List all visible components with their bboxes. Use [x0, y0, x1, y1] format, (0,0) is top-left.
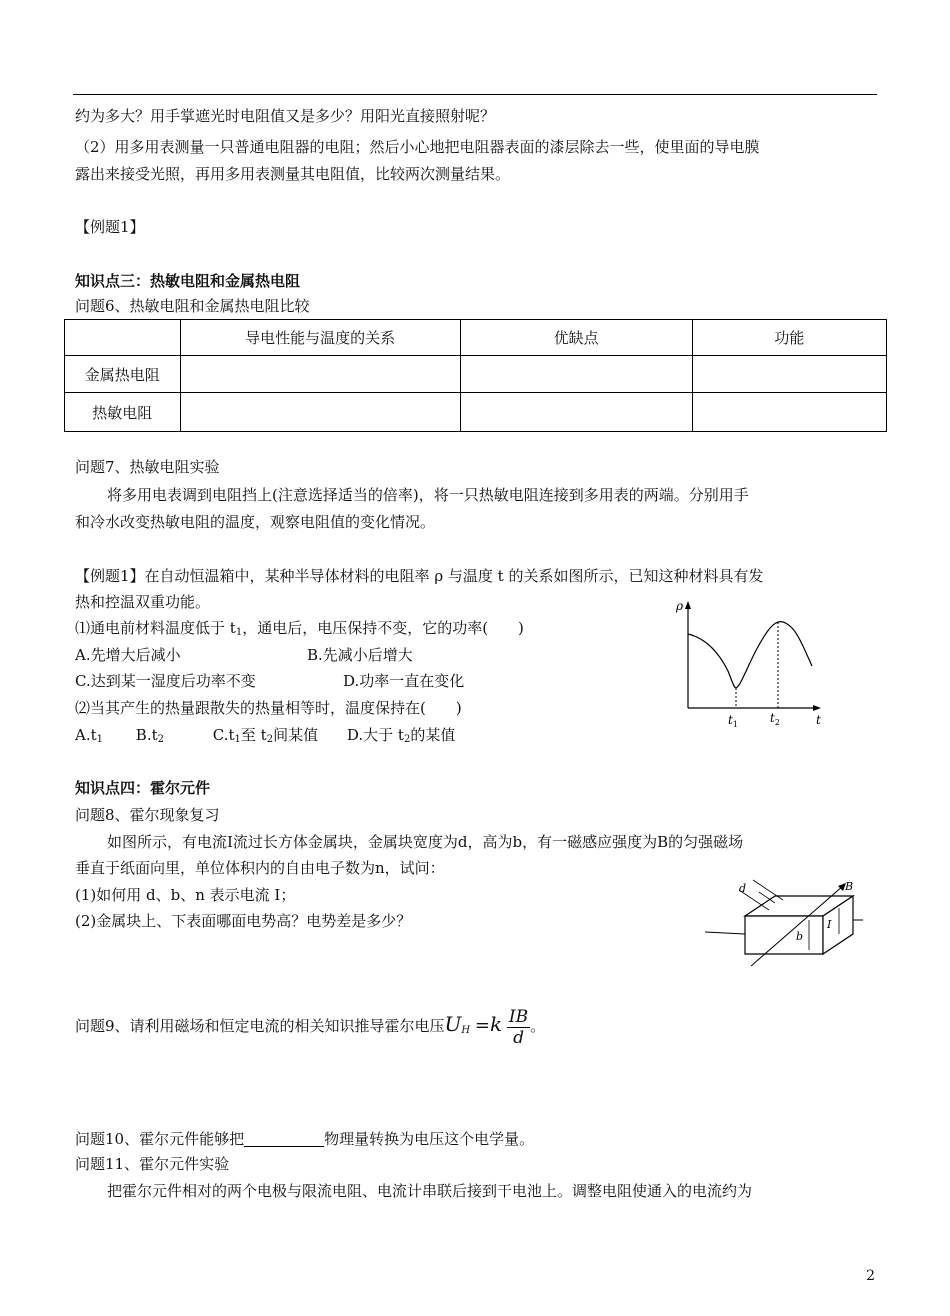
table-row	[65, 356, 887, 393]
question-10: 问题10、霍尔元件能够把 物理量转换为电压这个电学量。	[75, 1130, 535, 1148]
text-line: 垂直于纸面向里，单位体积内的自由电子数为n，试问：	[75, 859, 445, 877]
table-cell	[692, 393, 886, 432]
text-line: （2）用多用表测量一只普通电阻器的电阻；然后小心地把电阻器表面的漆层除去一些，使里面的导电膜	[75, 138, 760, 156]
question-8: 问题8、霍尔现象复习	[75, 806, 220, 824]
table-cell: 金属热电阻	[65, 356, 181, 393]
header-rule	[73, 94, 877, 95]
table-cell	[180, 393, 460, 432]
text-line: ⑴通电前材料温度低于 $t_1$，通电后，电压保持不变，它的功率( )	[75, 619, 524, 638]
label-b-field: B	[845, 880, 854, 893]
table-cell	[692, 356, 886, 393]
table-cell	[460, 393, 692, 432]
question-7: 问题7、热敏电阻实验	[75, 458, 220, 476]
example-heading: 【例题1】	[75, 218, 145, 236]
label-i: I	[827, 918, 832, 931]
example-1-text: 【例题1】在自动恒温箱中，某种半导体材料的电阻率 ρ 与温度 t 的关系如图所示，已知这种材料具有发	[75, 567, 764, 585]
label-b: b	[796, 930, 804, 943]
text-line: (2)金属块上、下表面哪面电势高？电势差是多少？	[75, 912, 412, 930]
text-line: 约为多大？用手掌遮光时电阻值又是多少？用阳光直接照射呢？	[75, 107, 496, 125]
text-line: 露出来接受光照，再用多用表测量其电阻值，比较两次测量结果。	[75, 165, 511, 183]
table-cell: 热敏电阻	[65, 393, 181, 432]
page-number: 2	[866, 1268, 875, 1284]
question-6: 问题6、热敏电阻和金属热电阻比较	[75, 297, 310, 315]
text-line: 把霍尔元件相对的两个电极与限流电阻、电流计串联后接到干电池上。调整电阻使通入的电流约为	[107, 1182, 753, 1200]
table-cell	[460, 356, 692, 393]
table-cell: 功能	[692, 320, 886, 356]
resistivity-temperature-graph	[670, 596, 840, 734]
formula-u: U	[444, 1012, 462, 1036]
text-line: ⑵当其产生的热量跟散失的热量相等时，温度保持在( )	[75, 699, 462, 717]
option-b: B.先减小后增大	[307, 646, 413, 664]
option-c: C.达到某一湿度后功率不变	[75, 672, 256, 690]
table-header-row	[65, 320, 887, 356]
choice-options: $A.t_1$ $B.t_2$ $C.t_1$至 $t_2$间某值 D.大于 $t_2$的某值	[75, 726, 456, 745]
question-11: 问题11、霍尔元件实验	[75, 1155, 230, 1173]
text-line: 将多用电表调到电阻挡上(注意选择适当的倍率)，将一只热敏电阻连接到多用表的两端。分别用手	[107, 486, 749, 504]
graph-t1-label: $t_1$	[728, 713, 738, 729]
formula-fraction: $\frac{IB}{d}$	[508, 1006, 529, 1048]
table-cell: 导电性能与温度的关系	[180, 320, 460, 356]
table-cell: 优缺点	[460, 320, 692, 356]
table-row	[65, 393, 887, 432]
hall-element-figure	[703, 878, 868, 970]
option-a: A.先增大后减小	[75, 646, 181, 664]
knowledge-point-4: 知识点四：霍尔元件	[75, 779, 211, 797]
option-d: D.功率一直在变化	[343, 672, 465, 690]
table-cell	[180, 356, 460, 393]
text-line: 如图所示，有电流Ⅰ流过长方体金属块，金属块宽度为d，高为b，有一磁感应强度为B的匀强磁场	[107, 833, 744, 851]
fill-blank[interactable]	[244, 1130, 324, 1147]
text-line: 和冷水改变热敏电阻的温度，观察电阻值的变化情况。	[75, 513, 436, 531]
comparison-table	[64, 319, 887, 432]
knowledge-point-3: 知识点三：热敏电阻和金属热电阻	[75, 272, 301, 290]
table-cell	[65, 320, 181, 356]
text-line: 热和控温双重功能。	[75, 593, 211, 611]
question-9: 问题9、请利用磁场和恒定电流的相关知识推导霍尔电压$U_H =k$ $\frac{IB}{d}$ 。	[75, 1006, 546, 1048]
graph-t2-label: $t_2$	[770, 711, 780, 727]
text-line: (1)如何用 d、b、n 表示电流 I；	[75, 886, 296, 904]
label-d: d	[739, 882, 747, 895]
graph-x-label: t	[816, 713, 821, 727]
graph-y-label: ρ	[676, 599, 684, 613]
